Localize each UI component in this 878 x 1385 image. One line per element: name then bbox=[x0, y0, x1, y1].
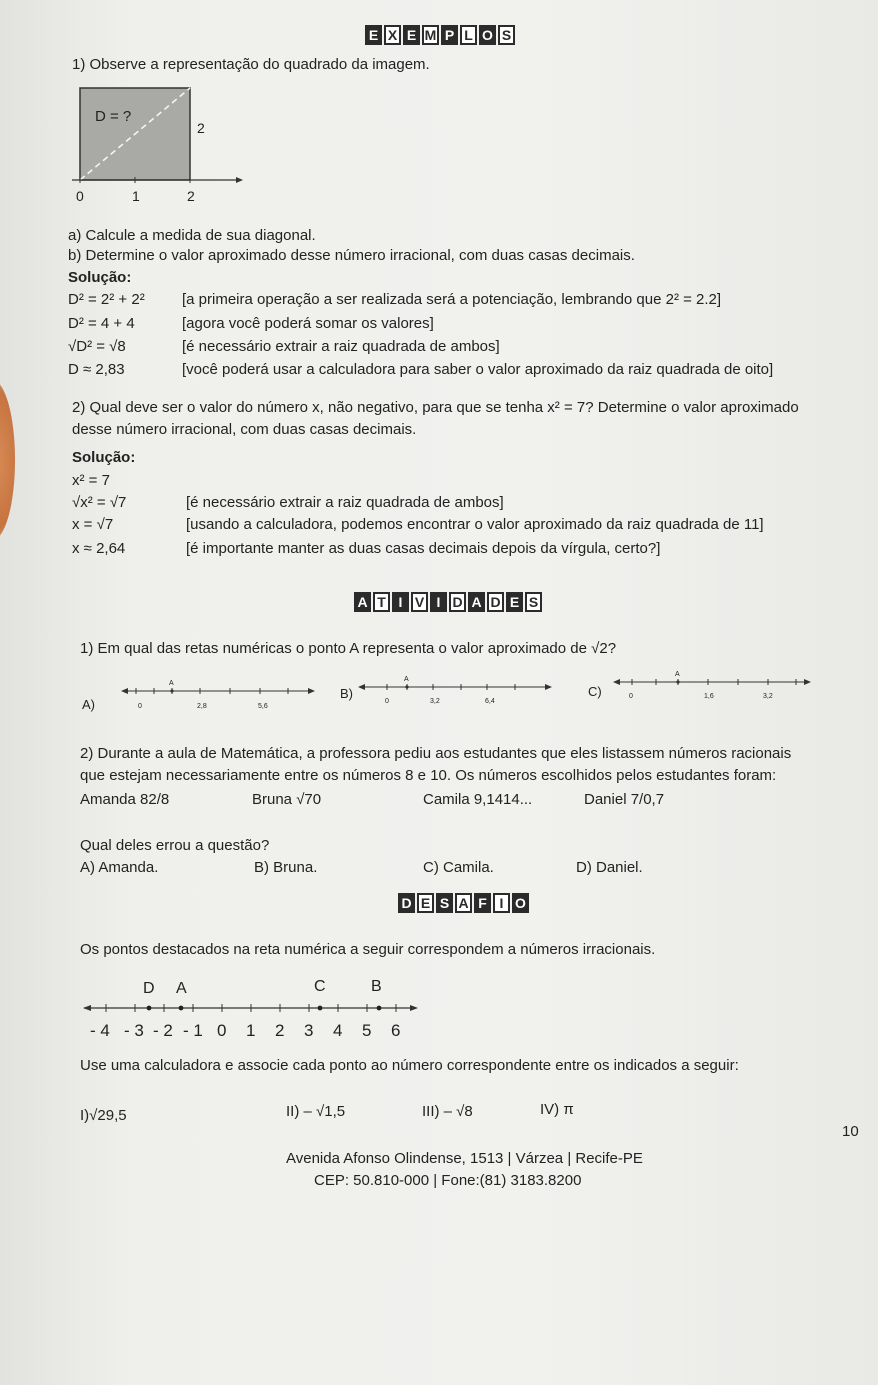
activities-banner bbox=[354, 592, 542, 612]
challenge-tick: - 2 bbox=[153, 1021, 173, 1040]
point-b bbox=[377, 1006, 382, 1011]
page-number: 10 bbox=[842, 1123, 859, 1140]
ex1-step-eq: D² = 4 + 4 bbox=[68, 315, 135, 332]
banner-letter: D bbox=[449, 592, 466, 612]
ex2-step-eq: x = √7 bbox=[72, 516, 114, 533]
ex2-step-note: [é importante manter as duas casas decimais depois da vírgula, certo?] bbox=[186, 540, 661, 557]
activity2-line1: 2) Durante a aula de Matemática, a professora pediu aos estudantes que eles listassem números racionais bbox=[80, 745, 792, 762]
ex1-step-note: [a primeira operação a ser realizada será a potenciação, lembrando que 2² = 2.2] bbox=[182, 291, 722, 308]
point-d bbox=[147, 1006, 152, 1011]
banner-letter: F bbox=[474, 893, 491, 913]
challenge-banner bbox=[398, 893, 529, 913]
banner-letter: X bbox=[384, 25, 401, 45]
banner-letter: O bbox=[512, 893, 529, 913]
student-answer: Camila 9,1414... bbox=[423, 791, 533, 808]
banner-letter: O bbox=[479, 25, 496, 45]
challenge-tick: 0 bbox=[217, 1021, 227, 1040]
ex1-step-eq: D ≈ 2,83 bbox=[68, 361, 125, 378]
ex2-step-note: [é necessário extrair a raiz quadrada de ambos] bbox=[186, 494, 504, 511]
ex1-item-a: a) Calcule a medida de sua diagonal. bbox=[68, 227, 316, 244]
number-line-c bbox=[612, 668, 812, 708]
diagonal-label: D = ? bbox=[95, 108, 132, 125]
challenge-tick: 6 bbox=[391, 1021, 401, 1040]
line-a-point: A bbox=[169, 680, 174, 687]
banner-letter: I bbox=[493, 893, 510, 913]
challenge-tick: 5 bbox=[362, 1021, 372, 1040]
banner-letter: A bbox=[468, 592, 485, 612]
banner-letter: D bbox=[487, 592, 504, 612]
challenge-number-line bbox=[82, 996, 422, 1020]
activity2-line2: que estejam necessariamente entre os números 8 e 10. Os números escolhidos pelos estudantes foram: bbox=[80, 767, 777, 784]
ex2-solution-label: Solução: bbox=[72, 449, 136, 466]
ex1-item-b: b) Determine o valor aproximado desse número irracional, com duas casas decimais. bbox=[68, 247, 635, 264]
side-label: 2 bbox=[197, 120, 205, 136]
ex2-eq0: x² = 7 bbox=[72, 472, 110, 489]
challenge-tick: - 3 bbox=[124, 1021, 144, 1040]
challenge-tick: 4 bbox=[333, 1021, 343, 1040]
ex2-step-note: [usando a calculadora, podemos encontrar o valor aproximado da raiz quadrada de 11] bbox=[186, 516, 764, 533]
challenge-tick: - 1 bbox=[183, 1021, 203, 1040]
banner-letter: I bbox=[392, 592, 409, 612]
banner-letter: A bbox=[354, 592, 371, 612]
line-b-tick: 3,2 bbox=[430, 698, 440, 705]
line-c-tick: 0 bbox=[629, 693, 633, 700]
ex2-question-line1: 2) Qual deve ser o valor do número x, não negativo, para que se tenha x² = 7? Determine o valor aproximado bbox=[72, 399, 799, 416]
challenge-item: II) – √1,5 bbox=[286, 1103, 346, 1120]
ex2-step-eq: √x² = √7 bbox=[72, 494, 127, 511]
ex1-question: 1) Observe a representação do quadrado da imagem. bbox=[72, 56, 430, 73]
figure-tick-2: 2 bbox=[187, 188, 195, 204]
line-a-tick: 2,8 bbox=[197, 703, 207, 710]
line-a-label: A) bbox=[82, 697, 95, 712]
option-d: D) Daniel. bbox=[576, 859, 643, 876]
challenge-item: IV) π bbox=[540, 1101, 574, 1118]
line-c-label: C) bbox=[588, 684, 602, 699]
line-c-point: A bbox=[675, 671, 680, 678]
option-a: A) Amanda. bbox=[80, 859, 159, 876]
label-c: C bbox=[314, 978, 326, 995]
banner-letter: S bbox=[525, 592, 542, 612]
label-d: D bbox=[143, 980, 155, 997]
banner-letter: E bbox=[417, 893, 434, 913]
label-b: B bbox=[371, 978, 382, 995]
line-a-tick: 0 bbox=[138, 703, 142, 710]
line-b-tick: 0 bbox=[385, 698, 389, 705]
examples-banner bbox=[365, 25, 515, 45]
line-b-label: B) bbox=[340, 686, 353, 701]
number-line-a bbox=[120, 677, 315, 717]
footer-address: Avenida Afonso Olindense, 1513 | Várzea | Recife-PE bbox=[286, 1150, 643, 1167]
challenge-tick: 3 bbox=[304, 1021, 314, 1040]
point-a bbox=[179, 1006, 184, 1011]
banner-letter: S bbox=[436, 893, 453, 913]
banner-letter: T bbox=[373, 592, 390, 612]
line-b-point: A bbox=[404, 676, 409, 683]
banner-letter: V bbox=[411, 592, 428, 612]
line-c-tick: 1,6 bbox=[704, 693, 714, 700]
ex1-step-eq: D² = 2² + 2² bbox=[68, 291, 145, 308]
challenge-tick: 2 bbox=[275, 1021, 285, 1040]
activity1-question: 1) Em qual das retas numéricas o ponto A representa o valor aproximado de √2? bbox=[80, 640, 617, 657]
line-c-tick: 3,2 bbox=[763, 693, 773, 700]
banner-letter: E bbox=[365, 25, 382, 45]
ex1-step-note: [agora você poderá somar os valores] bbox=[182, 315, 434, 332]
banner-letter: M bbox=[422, 25, 439, 45]
ex1-step-note: [é necessário extrair a raiz quadrada de ambos] bbox=[182, 338, 500, 355]
ex1-solution-label: Solução: bbox=[68, 269, 132, 286]
challenge-item: III) – √8 bbox=[422, 1103, 473, 1120]
figure-tick-0: 0 bbox=[76, 188, 84, 204]
challenge-text: Os pontos destacados na reta numérica a seguir correspondem a números irracionais. bbox=[80, 941, 656, 958]
square-figure bbox=[68, 78, 258, 208]
number-line-b bbox=[357, 673, 552, 713]
challenge-instruction: Use uma calculadora e associe cada ponto ao número correspondente entre os indicados a seguir: bbox=[80, 1057, 739, 1074]
banner-letter: D bbox=[398, 893, 415, 913]
student-answer: Bruna √70 bbox=[252, 791, 322, 808]
ex2-step-eq: x ≈ 2,64 bbox=[72, 540, 126, 557]
banner-letter: A bbox=[455, 893, 472, 913]
ex2-question-line2: desse número irracional, com duas casas decimais. bbox=[72, 421, 417, 438]
label-a: A bbox=[176, 980, 187, 997]
ex1-step-eq: √D² = √8 bbox=[68, 338, 126, 355]
footer-contact: CEP: 50.810-000 | Fone:(81) 3183.8200 bbox=[314, 1172, 582, 1189]
banner-letter: I bbox=[430, 592, 447, 612]
banner-letter: L bbox=[460, 25, 477, 45]
banner-letter: E bbox=[403, 25, 420, 45]
banner-letter: S bbox=[498, 25, 515, 45]
challenge-item: I)√29,5 bbox=[80, 1107, 127, 1124]
option-c: C) Camila. bbox=[423, 859, 494, 876]
ex1-step-note: [você poderá usar a calculadora para saber o valor aproximado da raiz quadrada de oito] bbox=[182, 361, 774, 378]
line-a-tick: 5,6 bbox=[258, 703, 268, 710]
line-b-tick: 6,4 bbox=[485, 698, 495, 705]
challenge-tick: 1 bbox=[246, 1021, 256, 1040]
banner-letter: P bbox=[441, 25, 458, 45]
banner-letter: E bbox=[506, 592, 523, 612]
student-answer: Daniel 7/0,7 bbox=[584, 791, 665, 808]
activity2-ask: Qual deles errou a questão? bbox=[80, 837, 270, 854]
figure-tick-1: 1 bbox=[132, 188, 140, 204]
point-c bbox=[318, 1006, 323, 1011]
option-b: B) Bruna. bbox=[254, 859, 318, 876]
challenge-tick: - 4 bbox=[90, 1021, 110, 1040]
student-answer: Amanda 82/8 bbox=[80, 791, 170, 808]
